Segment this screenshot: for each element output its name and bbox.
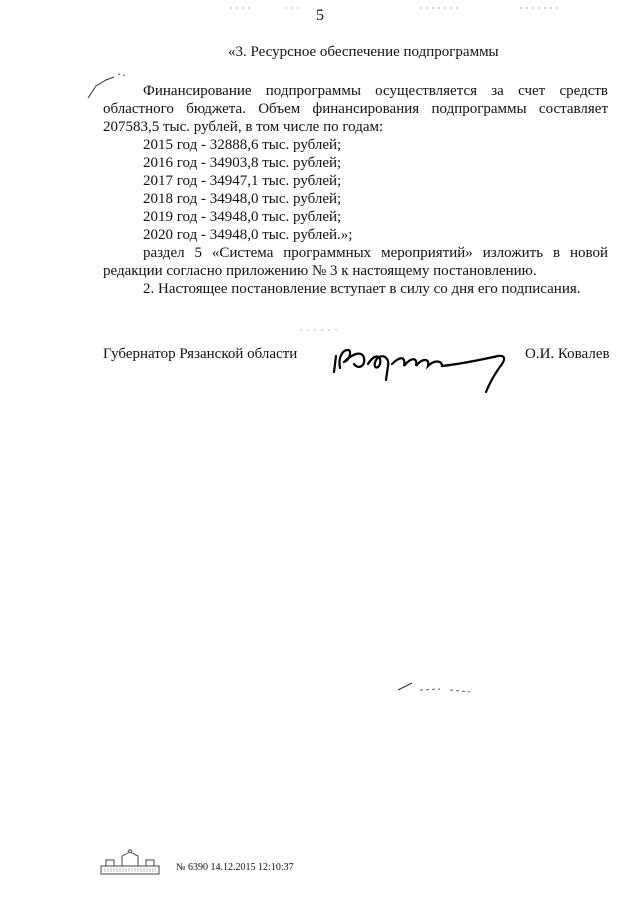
year-line: 2019 год - 34948,0 тыс. рублей; [143,209,342,225]
financing-paragraph [103,82,608,136]
section5-paragraph [103,244,608,280]
registration-stamp: № 6390 14.12.2015 12:10:37 [176,862,294,873]
year-line: 2017 год - 34947,1 тыс. рублей; [143,173,342,189]
page-number: 5 [316,7,324,24]
building-emblem-icon [100,848,162,876]
governor-title: Губернатор Рязанской области [103,346,298,362]
financing-line-3: 207583,5 тыс. рублей, в том числе по годам: [103,119,384,135]
financing-line-1: Финансирование подпрограммы осуществляется за счет средств [143,83,608,99]
section5-line-2: редакции согласно приложению № 3 к настоящему постановлению. [103,263,537,279]
signature [330,336,515,396]
year-line: 2015 год - 32888,6 тыс. рублей; [143,137,342,153]
governor-name: О.И. Ковалев [525,346,610,362]
year-line: 2018 год - 34948,0 тыс. рублей; [143,191,342,207]
year-line: 2016 год - 34903,8 тыс. рублей; [143,155,342,171]
year-line: 2020 год - 34948,0 тыс. рублей.»; [143,227,353,243]
effective-paragraph [103,280,608,298]
section5-line-1: раздел 5 «Система программных мероприятий» изложить в новой [143,245,608,261]
section-title: «3. Ресурсное обеспечение подпрограммы [228,44,499,60]
financing-line-2: областного бюджета. Объем финансирования подпрограммы составляет [103,101,608,117]
effective-line: 2. Настоящее постановление вступает в силу со дня его подписания. [143,281,581,297]
